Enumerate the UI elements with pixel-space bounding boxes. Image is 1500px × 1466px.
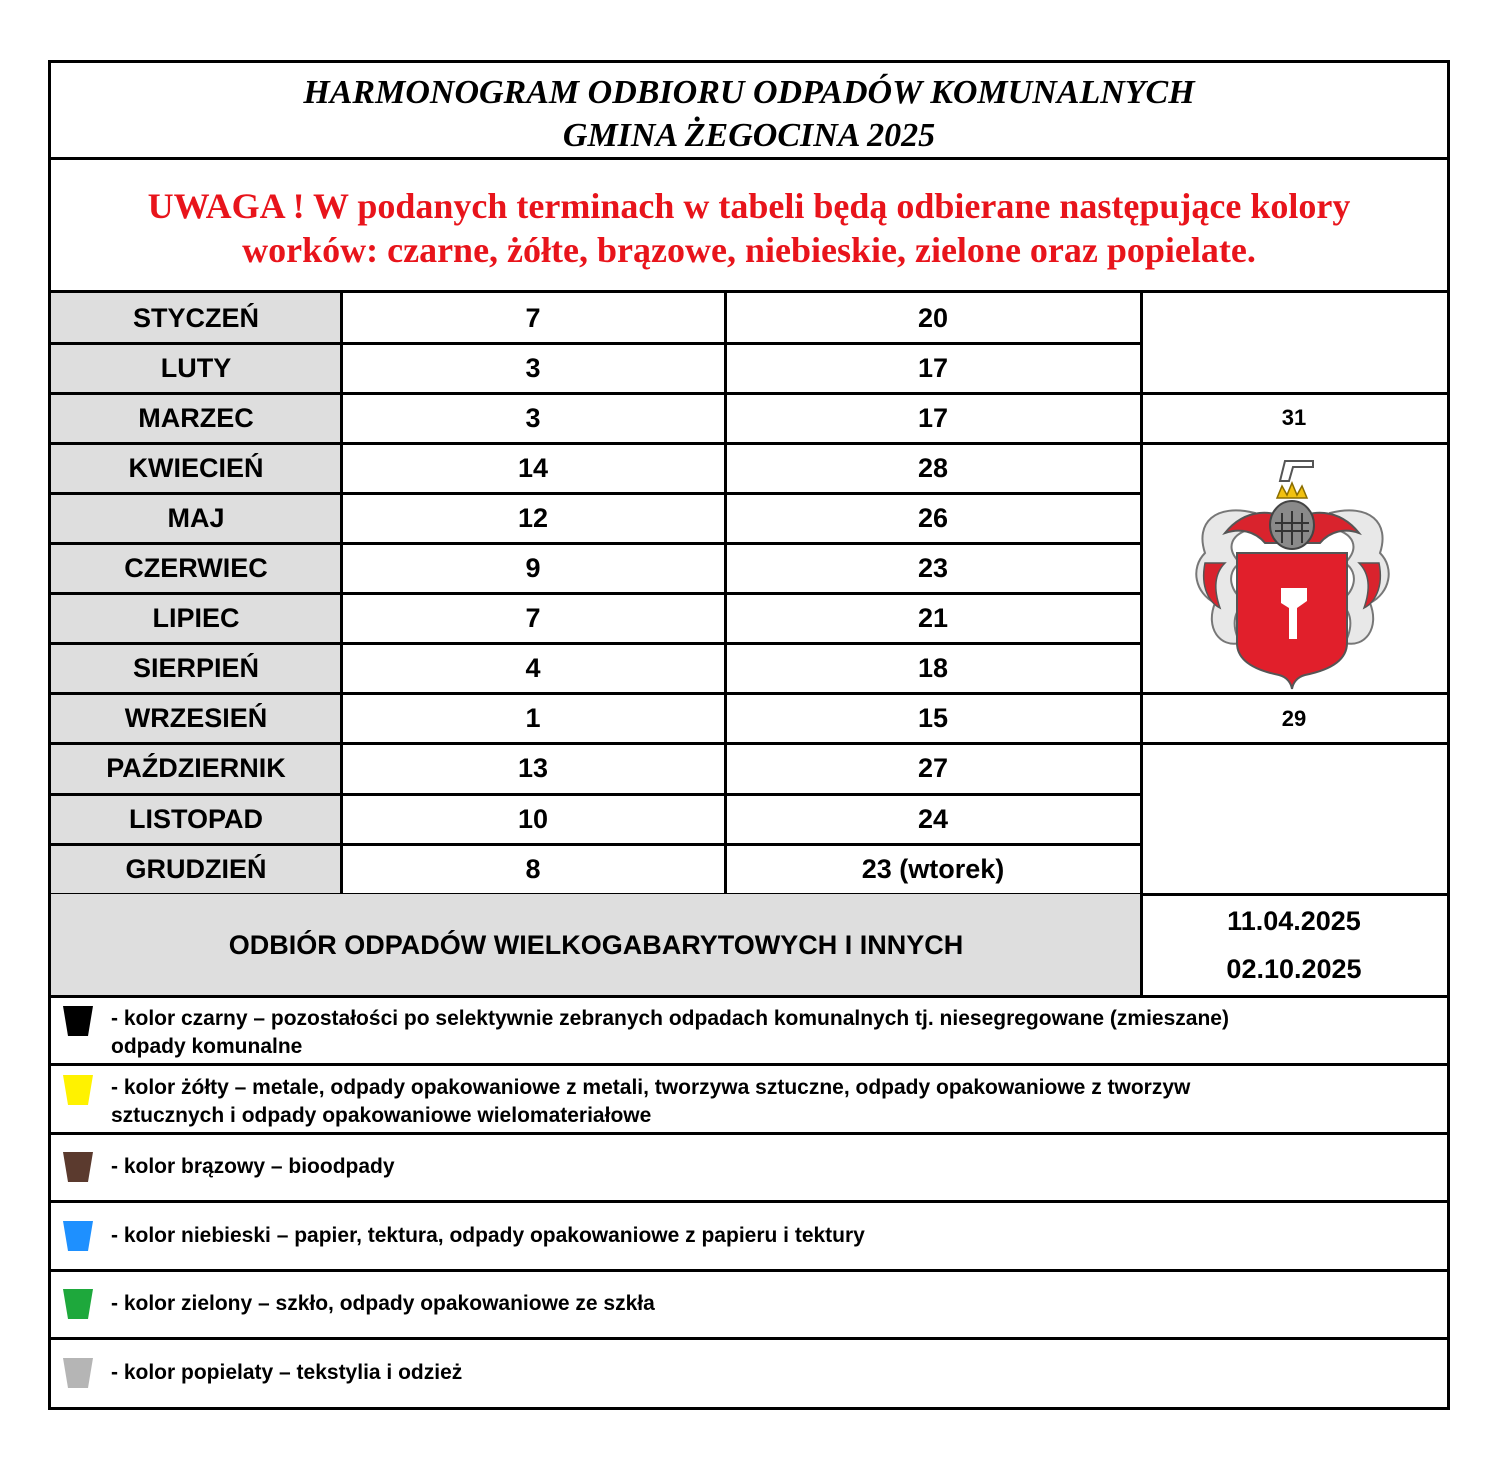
month-cell: LISTOPAD xyxy=(51,794,341,844)
month-cell: SIERPIEŃ xyxy=(51,644,341,694)
legend-item xyxy=(51,1270,1447,1338)
month-cell: STYCZEŃ xyxy=(51,293,341,343)
row-divider xyxy=(51,793,1141,796)
row-divider xyxy=(51,642,1141,645)
legend-line-1: - kolor popielaty – tekstylia i odzież xyxy=(111,1360,463,1384)
legend-item xyxy=(51,1202,1447,1270)
month-cell: LUTY xyxy=(51,343,341,393)
month-cell: GRUDZIEŃ xyxy=(51,844,341,894)
row-divider xyxy=(51,542,1141,545)
date-1-cell: 10 xyxy=(517,803,549,834)
bulky-waste-label: ODBIÓR ODPADÓW WIELKOGABARYTOWYCH I INNYCH xyxy=(51,894,1141,996)
date-2-cell: 15 xyxy=(917,703,949,734)
date-1-cell: 3 xyxy=(525,402,541,433)
legend-text xyxy=(111,1359,1407,1387)
column-divider xyxy=(724,293,727,894)
brown-bag-icon xyxy=(61,1150,95,1184)
title-line-2: GMINA ŻEGOCINA 2025 xyxy=(562,117,936,154)
date-1-cell: 3 xyxy=(525,352,541,383)
legend-line-1: - kolor żółty – metale, odpady opakowaniowe z metali, tworzywa sztuczne, odpady opakowaniowe z tworzyw xyxy=(111,1075,1191,1099)
date-2-cell: 24 xyxy=(917,803,949,834)
date-2-cell: 18 xyxy=(917,653,949,684)
blue-bag-icon xyxy=(61,1219,95,1253)
row-divider xyxy=(51,742,1447,745)
date-1-cell: 7 xyxy=(525,302,541,333)
schedule-sheet xyxy=(48,60,1450,1410)
date-2-cell: 20 xyxy=(917,302,949,333)
month-cell: PAŹDZIERNIK xyxy=(51,744,341,794)
row-divider xyxy=(51,392,1447,395)
month-cell: LIPIEC xyxy=(51,594,341,644)
black-bag-icon xyxy=(61,1004,95,1038)
bulky-date-1: 11.04.2025 xyxy=(1227,906,1361,937)
date-1-cell: 13 xyxy=(517,753,549,784)
legend-line-1: - kolor czarny – pozostałości po selektywnie zebranych odpadach komunalnych tj. niesegregowane (zmieszane) xyxy=(111,1007,1229,1031)
notice xyxy=(51,160,1447,293)
date-2-cell: 23 xyxy=(917,553,949,584)
date-3-cell: 31 xyxy=(1281,405,1307,431)
row-divider xyxy=(51,843,1141,846)
legend-line-2: sztucznych i odpady opakowaniowe wielomateriałowe xyxy=(111,1103,652,1127)
title-line-1: HARMONOGRAM ODBIORU ODPADÓW KOMUNALNYCH xyxy=(303,74,1195,111)
coat-of-arms-icon xyxy=(1185,453,1399,693)
date-1-cell: 4 xyxy=(525,653,541,684)
date-1-cell: 7 xyxy=(525,603,541,634)
legend-text xyxy=(111,1153,1407,1181)
legend-text xyxy=(111,1074,1407,1130)
date-2-cell: 28 xyxy=(917,452,949,483)
date-2-cell: 17 xyxy=(917,352,949,383)
date-1-cell: 14 xyxy=(517,452,549,483)
green-bag-icon xyxy=(61,1287,95,1321)
row-divider xyxy=(51,442,1447,445)
date-1-cell: 8 xyxy=(525,853,541,884)
date-2-cell: 27 xyxy=(917,753,949,784)
date-3-cell: 29 xyxy=(1281,705,1307,731)
month-cell: MARZEC xyxy=(51,393,341,443)
legend-line-1: - kolor niebieski – papier, tektura, odpady opakowaniowe z papieru i tektury xyxy=(111,1223,865,1247)
month-cell: CZERWIEC xyxy=(51,544,341,594)
legend-item xyxy=(51,1133,1447,1201)
title xyxy=(51,63,1447,160)
notice-line-2: worków: czarne, żółte, brązowe, niebieskie, zielone oraz popielate. xyxy=(242,230,1256,270)
date-1-cell: 1 xyxy=(525,703,541,734)
column-divider xyxy=(340,293,343,894)
legend-item xyxy=(51,1065,1447,1133)
date-2-cell: 21 xyxy=(917,603,949,634)
date-2-cell: 17 xyxy=(917,402,949,433)
gray-bag-icon xyxy=(61,1356,95,1390)
date-2-cell: 26 xyxy=(917,502,949,533)
bulky-date-2: 02.10.2025 xyxy=(1226,954,1362,985)
legend-item xyxy=(51,996,1447,1064)
legend-item xyxy=(51,1339,1447,1407)
column-divider xyxy=(1140,293,1143,894)
legend-text xyxy=(111,1005,1407,1061)
date-1-cell: 9 xyxy=(525,553,541,584)
bulky-waste-dates xyxy=(1141,894,1447,996)
column-divider xyxy=(1140,894,1143,996)
row-divider xyxy=(51,592,1141,595)
month-cell: KWIECIEŃ xyxy=(51,443,341,493)
legend-line-1: - kolor brązowy – bioodpady xyxy=(111,1155,395,1179)
row-divider xyxy=(51,342,1141,345)
date-2-cell: 23 (wtorek) xyxy=(861,853,1005,884)
yellow-bag-icon xyxy=(61,1073,95,1107)
date-1-cell: 12 xyxy=(517,502,549,533)
month-cell: MAJ xyxy=(51,493,341,543)
legend-line-1: - kolor zielony – szkło, odpady opakowaniowe ze szkła xyxy=(111,1292,655,1316)
legend-text xyxy=(111,1222,1407,1250)
notice-line-1: UWAGA ! W podanych terminach w tabeli będą odbierane następujące kolory xyxy=(147,186,1351,226)
row-divider xyxy=(51,492,1141,495)
month-cell: WRZESIEŃ xyxy=(51,694,341,744)
legend-text xyxy=(111,1290,1407,1318)
legend-line-2: odpady komunalne xyxy=(111,1035,303,1059)
